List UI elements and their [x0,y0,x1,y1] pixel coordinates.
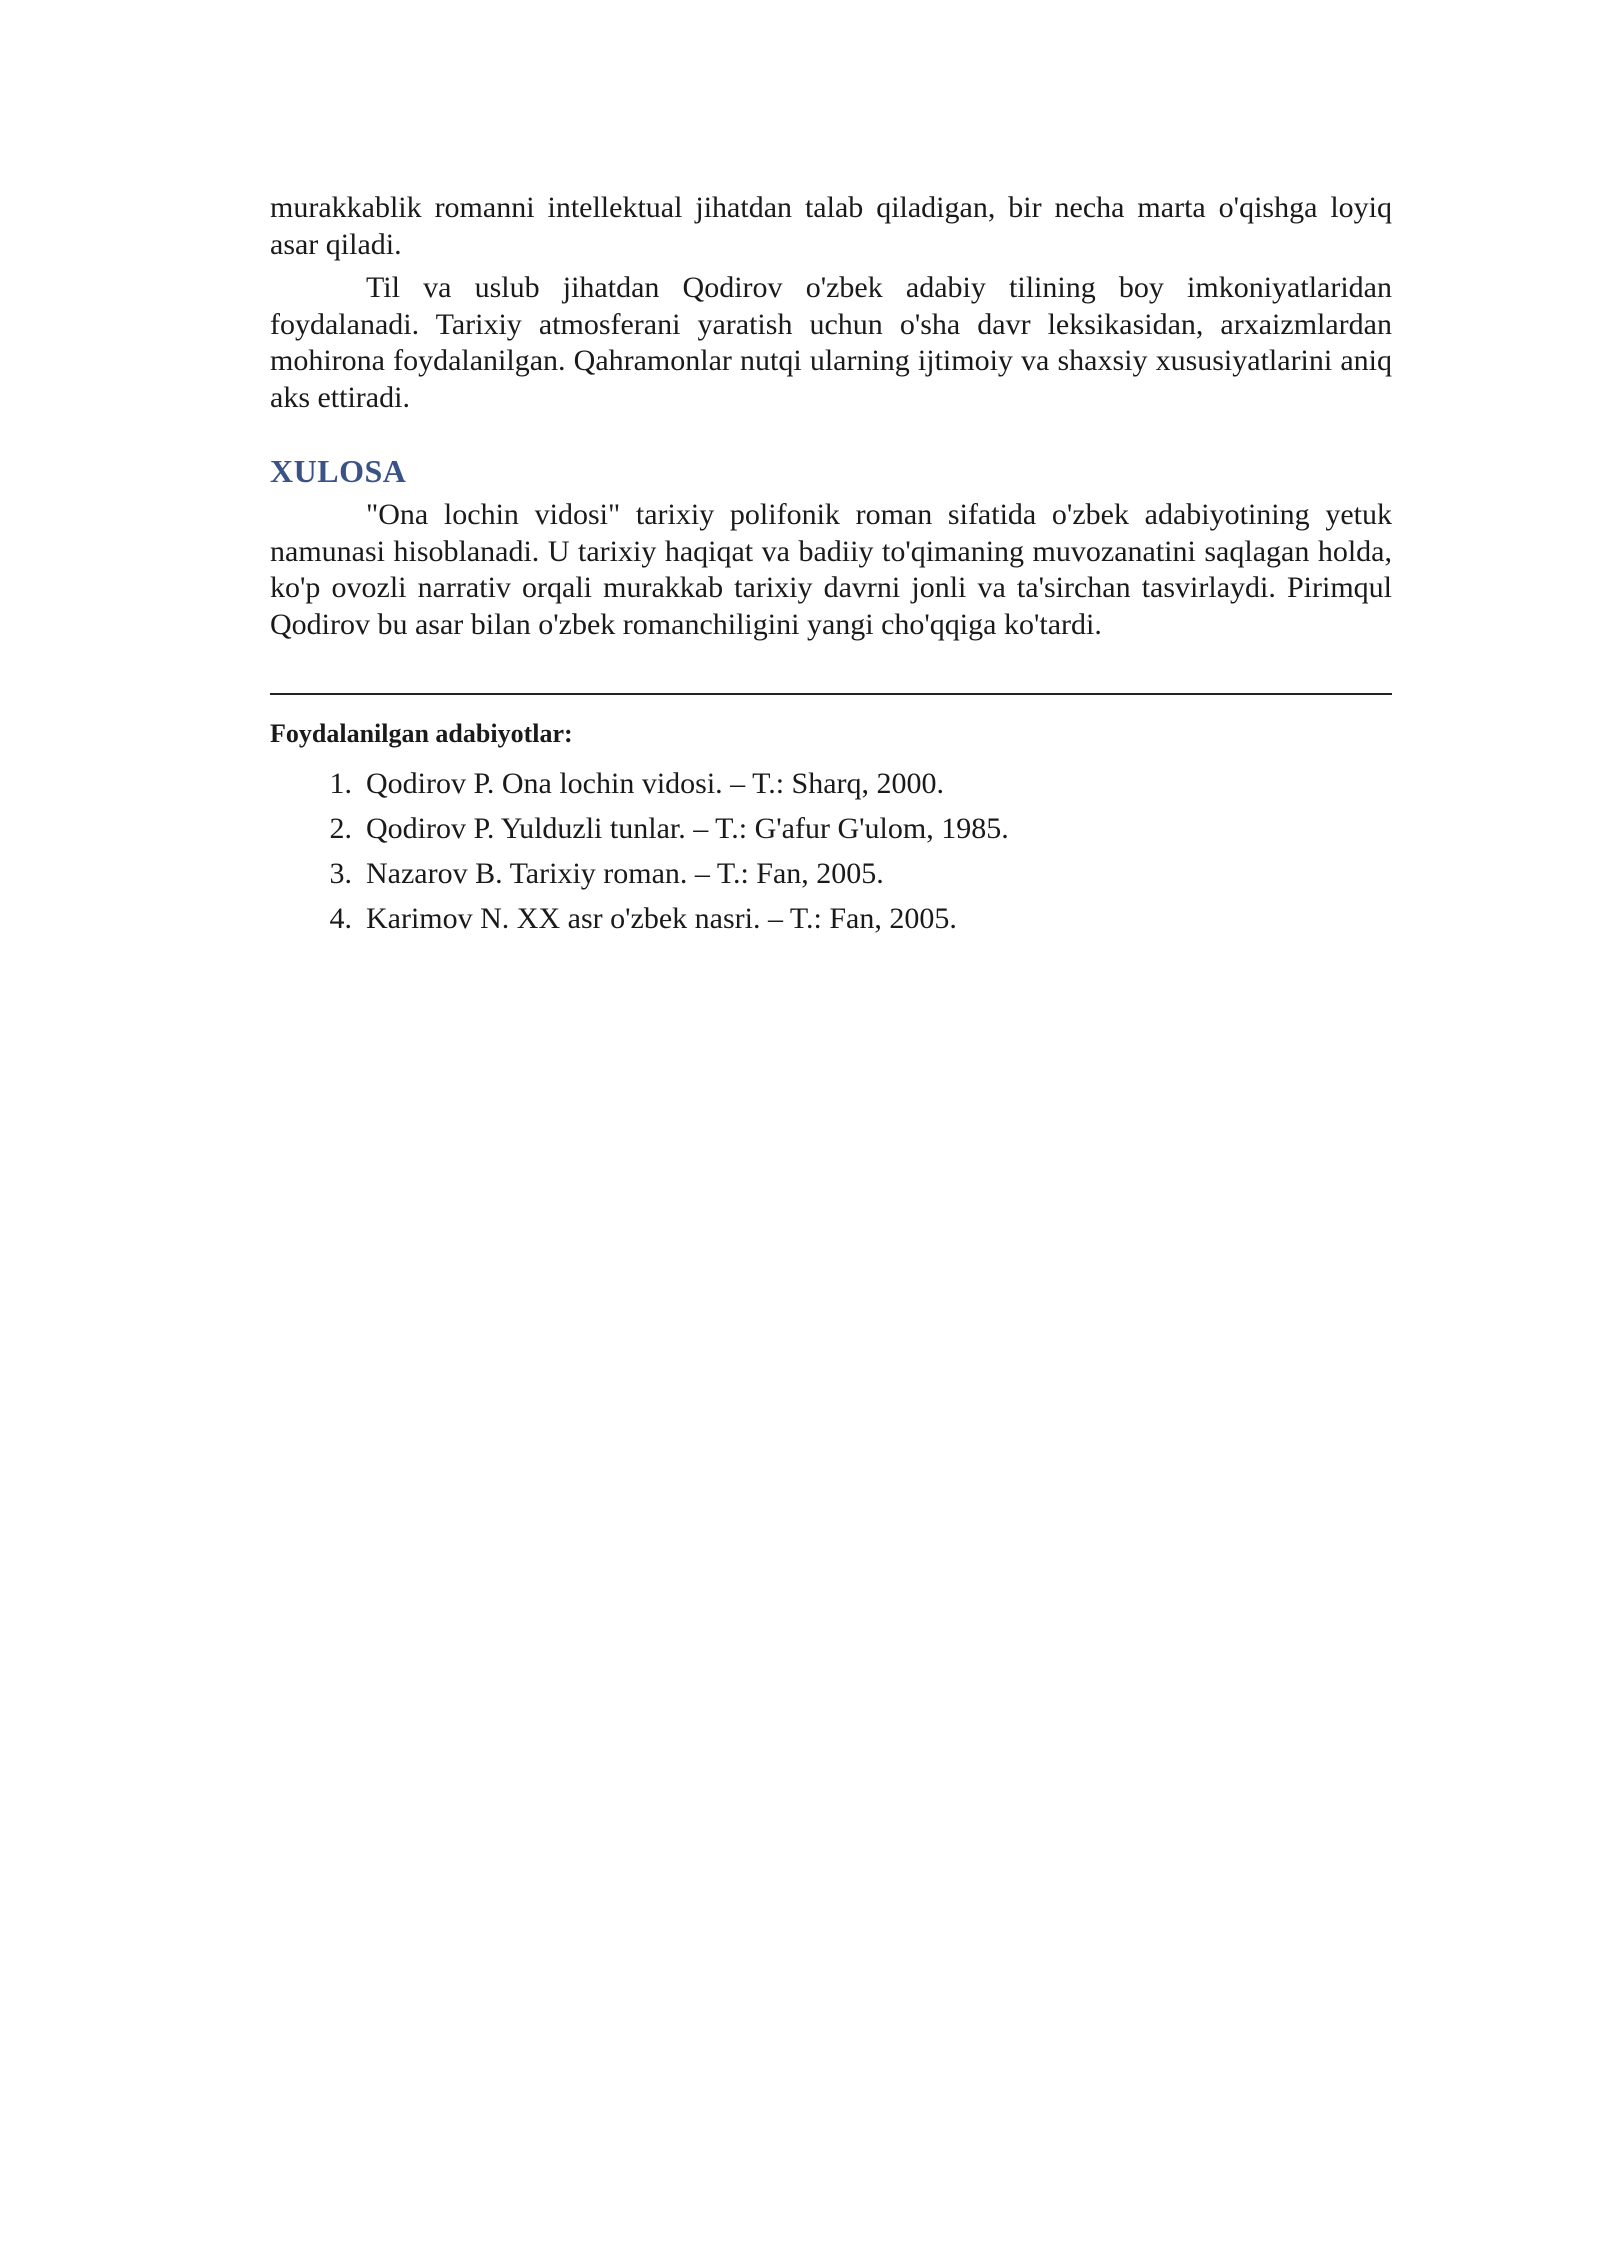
reference-text: Nazarov B. Tarixiy roman. – T.: Fan, 2005. [366,857,884,890]
references-divider [270,693,1392,695]
reference-number: 4. [329,902,352,935]
references-list [270,761,1392,941]
reference-number: 2. [329,812,352,845]
reference-text: Qodirov P. Ona lochin vidosi. – T.: Sharq, 2000. [366,767,945,800]
reference-text: Qodirov P. Yulduzli tunlar. – T.: G'afur G'ulom, 1985. [366,812,1009,845]
references-title: Foydalanilgan adabiyotlar: [270,719,573,748]
reference-item [270,851,1392,896]
reference-item [270,761,1392,806]
reference-item [270,806,1392,851]
reference-item [270,896,1392,941]
document-page [270,190,1392,941]
conclusion-heading: XULOSA [270,453,407,489]
body-paragraph-language-style: Til va uslub jihatdan Qodirov o'zbek adabiy tilining boy imkoniyatlaridan foydalanadi. Tarixiy atmosferani yaratish uchun o'sha davr leksikasidan, arxaizmlardan mohirona foydalanilgan. Qahramonlar nutqi ularning ijtimoiy va shaxsiy xususiyatlarini aniq aks ettiradi. [270,271,1392,414]
conclusion-paragraph: "Ona lochin vidosi" tarixiy polifonik roman sifatida o'zbek adabiyotining yetuk namunasi hisoblanadi. U tarixiy haqiqat va badiiy to'qimaning muvozanatini saqlagan holda, ko'p ovozli narrativ orqali murakkab tarixiy davrni jonli va ta'sirchan tasvirlaydi. Pirimqul Qodirov bu asar bilan o'zbek romanchiligini yangi cho'qqiga ko'tardi. [270,498,1392,641]
reference-text: Karimov N. XX asr o'zbek nasri. – T.: Fan, 2005. [366,902,957,935]
reference-number: 3. [329,857,352,890]
body-paragraph-continuation: murakkablik romanni intellektual jihatdan talab qiladigan, bir necha marta o'qishga loyiq asar qiladi. [270,191,1392,261]
reference-number: 1. [329,767,352,800]
